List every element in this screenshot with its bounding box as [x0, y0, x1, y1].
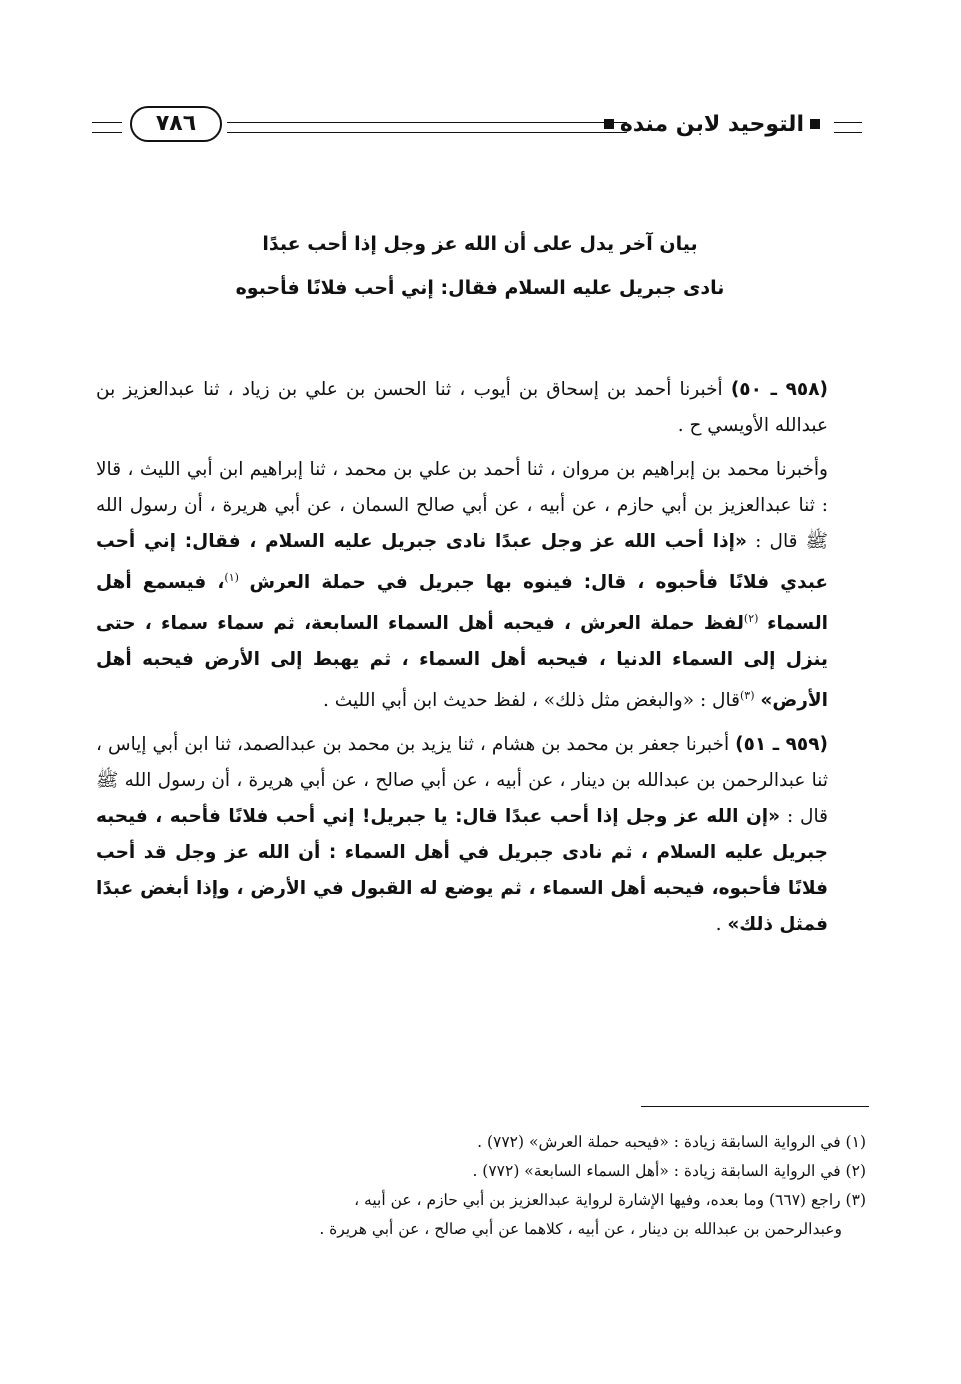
hadith-958-isnad-1 — [96, 372, 866, 444]
hadith-958-ending: قال : «والبغض مثل ذلك» ، لفظ حديث ابن أبي الليث . — [323, 690, 740, 712]
hadith-958-matn-1: «إذا أحب الله عز وجل عبدًا نادى جبريل عليه السلام ، فقال: إني أحب عبدي فلانًا فأحبوه ، قال: فينوه بها جبريل في حملة العرش — [96, 531, 829, 594]
hadith-959-end-mark: . — [715, 914, 728, 936]
hadith-958-isnad-2 — [96, 452, 866, 719]
header-rule-middle — [227, 122, 627, 133]
footnote-2: (٢) في الرواية السابقة زيادة : «أهل السماء السابعة» (٧٧٢) . — [472, 1162, 866, 1180]
hadith-959-number: (٩٥٩ ـ ٥١) — [735, 734, 828, 756]
chapter-title-line-2: نادى جبريل عليه السلام فقال: إني أحب فلانًا فأحبوه — [235, 277, 725, 299]
book-title — [598, 108, 826, 142]
footnotes — [96, 1128, 866, 1244]
hadith-958-isnad-1-text: أخبرنا أحمد بن إسحاق بن أيوب ، ثنا الحسن بن علي بن زياد ، ثنا عبدالعزيز بن عبدالله الأويسي ح . — [96, 379, 828, 436]
hadith-958-matn-2: ، فيسمع أهل السماء — [96, 572, 828, 635]
footnote-3: (٣) راجع (٦٦٧) وما بعده، وفيها الإشارة لرواية عبدالعزيز بن أبي حازم ، عن أبيه ، — [354, 1191, 866, 1209]
footnote-1: (١) في الرواية السابقة زيادة : «فيحبه حملة العرش» (٧٧٢) . — [477, 1133, 866, 1151]
header-rule-left — [92, 122, 122, 133]
hadith-958-isnad-2-text: وأخبرنا محمد بن إبراهيم بن مروان ، ثنا أحمد بن علي بن محمد ، ثنا إبراهيم ابن أبي الليث ، قالا : ثنا عبدالعزيز بن أبي حازم ، عن أبيه ، عن أبي صالح السمان ، عن أبي هريرة ، أن رسول الله ﷺ قال : — [96, 459, 829, 552]
header-rule-right — [834, 122, 862, 133]
hadith-959-matn: «إن الله عز وجل إذا أحب عبدًا قال: يا جبريل! إني أحب فلانًا فأحبه ، فيحبه جبريل عليه السلام ، ثم نادى جبريل في أهل السماء : أن الله عز وجل قد أحب فلانًا فأحبوه، فيحبه أهل السماء ، ثم يوضع له القبول في الأرض ، وإذا أبغض عبدًا فمثل ذلك» — [96, 806, 828, 936]
footnote-3-continued: وعبدالرحمن بن عبدالله بن دينار ، عن أبيه ، كلاهما عن أبي صالح ، عن أبي هريرة . — [319, 1220, 842, 1238]
chapter-title — [120, 222, 840, 310]
hadith-958-matn-3: لفظ حملة العرش ، فيحبه أهل السماء السابعة، ثم سماء سماء ، حتى ينزل إلى السماء الدنيا ، فيحبه أهل السماء ، ثم يهبط إلى الأرض فيحبه أهل الأرض» — [96, 613, 828, 712]
main-text — [96, 372, 866, 951]
footnote-ref-3[interactable]: (٣) — [739, 689, 755, 703]
page-number: ٧٨٦ — [130, 106, 222, 142]
footnote-ref-2[interactable]: (٢) — [743, 612, 759, 626]
hadith-958-number: (٩٥٨ ـ ٥٠) — [730, 379, 828, 400]
book-title-text: التوحيد لابن منده — [619, 112, 804, 137]
footnote-ref-1[interactable]: (١) — [224, 571, 239, 584]
hadith-959-isnad: أخبرنا جعفر بن محمد بن هشام ، ثنا يزيد بن محمد بن عبدالصمد، ثنا ابن أبي إياس ، ثنا عبدالرحمن بن عبدالله بن دينار ، عن أبيه ، عن أبي صالح ، عن أبي هريرة ، أن رسول الله ﷺ قال : — [96, 734, 828, 828]
chapter-title-line-1: بيان آخر يدل على أن الله عز وجل إذا أحب عبدًا — [262, 233, 698, 255]
square-ornament-icon — [810, 119, 820, 129]
page-header — [92, 108, 862, 158]
hadith-959 — [96, 727, 866, 943]
footnote-separator — [641, 1106, 869, 1107]
